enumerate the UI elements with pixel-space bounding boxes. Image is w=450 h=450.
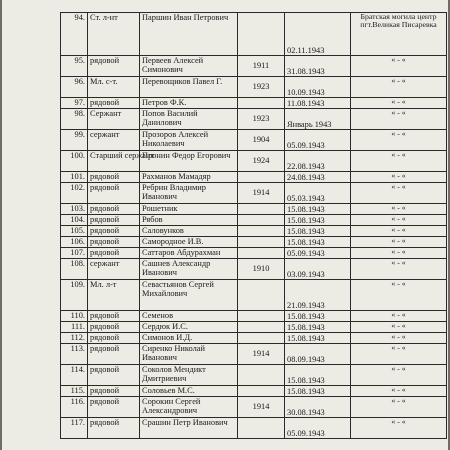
birth-year-cell — [238, 13, 285, 56]
document-page — [2, 0, 448, 450]
row-number: 110. — [61, 311, 88, 322]
table-row — [61, 77, 447, 98]
row-number: 115. — [61, 386, 88, 397]
table-row — [61, 130, 447, 151]
row-number: 107. — [61, 248, 88, 259]
burial-place-cell: « - « — [351, 397, 447, 418]
table-row — [61, 183, 447, 204]
burial-place-cell: « - « — [351, 365, 447, 386]
name-cell: Рябов — [140, 215, 238, 226]
burial-place-cell: « - « — [351, 280, 447, 311]
death-date-cell: 15.08.1943 — [285, 365, 351, 386]
row-number: 97. — [61, 98, 88, 109]
rank-cell: рядовой — [88, 237, 140, 248]
row-number: 100. — [61, 151, 88, 172]
death-date-cell: 11.08.1943 — [285, 98, 351, 109]
birth-year-cell — [238, 365, 285, 386]
table-row — [61, 311, 447, 322]
death-date-cell: 05.09.1943 — [285, 248, 351, 259]
name-cell: Ребрин Владимир Иванович — [140, 183, 238, 204]
row-number: 116. — [61, 397, 88, 418]
death-date-cell: 15.08.1943 — [285, 322, 351, 333]
birth-year-cell: 1923 — [238, 77, 285, 98]
rank-cell: рядовой — [88, 248, 140, 259]
table-row — [61, 172, 447, 183]
birth-year-cell: 1914 — [238, 183, 285, 204]
row-number: 96. — [61, 77, 88, 98]
row-number: 101. — [61, 172, 88, 183]
birth-year-cell — [238, 248, 285, 259]
name-cell: Сашнев Александр Иванович — [140, 259, 238, 280]
burial-place-cell: « - « — [351, 344, 447, 365]
birth-year-cell: 1914 — [238, 344, 285, 365]
rank-cell: рядовой — [88, 226, 140, 237]
row-number: 117. — [61, 418, 88, 439]
name-cell: Попов Василий Данилович — [140, 109, 238, 130]
table-row — [61, 333, 447, 344]
name-cell: Саттаров Абдурахман — [140, 248, 238, 259]
rank-cell: Старший сержант — [88, 151, 140, 172]
burial-place-cell: « - « — [351, 56, 447, 77]
row-number: 108. — [61, 259, 88, 280]
birth-year-cell: 1910 — [238, 259, 285, 280]
burial-place-cell: « - « — [351, 130, 447, 151]
rank-cell: рядовой — [88, 311, 140, 322]
row-number: 109. — [61, 280, 88, 311]
birth-year-cell: 1911 — [238, 56, 285, 77]
row-number: 102. — [61, 183, 88, 204]
table-row — [61, 109, 447, 130]
table-row — [61, 226, 447, 237]
death-date-cell: 31.08.1943 — [285, 56, 351, 77]
table-row — [61, 259, 447, 280]
rank-cell: рядовой — [88, 56, 140, 77]
death-date-cell: 05.09.1943 — [285, 418, 351, 439]
row-number: 103. — [61, 204, 88, 215]
burial-place-cell: « - « — [351, 311, 447, 322]
rank-cell: рядовой — [88, 215, 140, 226]
burial-place-cell: « - « — [351, 109, 447, 130]
name-cell: Первеев Алексей Симонович — [140, 56, 238, 77]
row-number: 106. — [61, 237, 88, 248]
name-cell: Рахманов Мамадяр — [140, 172, 238, 183]
row-number: 113. — [61, 344, 88, 365]
table-row — [61, 237, 447, 248]
table-row — [61, 365, 447, 386]
rank-cell: Мл. л-т — [88, 280, 140, 311]
name-cell: Саловунков — [140, 226, 238, 237]
death-date-cell: Январь 1943 — [285, 109, 351, 130]
death-date-cell: 15.08.1943 — [285, 226, 351, 237]
death-date-cell: 30.08.1943 — [285, 397, 351, 418]
row-number: 104. — [61, 215, 88, 226]
name-cell: Соловьев М.С. — [140, 386, 238, 397]
name-cell: Перевощиков Павел Г. — [140, 77, 238, 98]
rank-cell: рядовой — [88, 98, 140, 109]
death-date-cell: 21.09.1943 — [285, 280, 351, 311]
name-cell: Рошетник — [140, 204, 238, 215]
name-cell: Самородноe И.В. — [140, 237, 238, 248]
rank-cell: рядовой — [88, 418, 140, 439]
name-cell: Сиренко Николай Иванович — [140, 344, 238, 365]
death-date-cell: 22.08.1943 — [285, 151, 351, 172]
table-row — [61, 98, 447, 109]
rank-cell: рядовой — [88, 344, 140, 365]
burial-place-cell: « - « — [351, 151, 447, 172]
rank-cell: рядовой — [88, 322, 140, 333]
birth-year-cell: 1923 — [238, 109, 285, 130]
birth-year-cell — [238, 418, 285, 439]
burial-place-cell: « - « — [351, 226, 447, 237]
name-cell: Прозоров Алексей Николаевич — [140, 130, 238, 151]
burial-place-cell: « - « — [351, 322, 447, 333]
row-number: 114. — [61, 365, 88, 386]
rank-cell: рядовой — [88, 333, 140, 344]
birth-year-cell — [238, 311, 285, 322]
table-row — [61, 280, 447, 311]
birth-year-cell — [238, 172, 285, 183]
rank-cell: рядовой — [88, 183, 140, 204]
burial-place-cell: Братская могила центр пгт.Великая Писаревка — [351, 13, 447, 56]
rank-cell: рядовой — [88, 397, 140, 418]
death-date-cell: 24.08.1943 — [285, 172, 351, 183]
table-row — [61, 56, 447, 77]
name-cell: Семенов — [140, 311, 238, 322]
burial-place-cell: « - « — [351, 386, 447, 397]
birth-year-cell: 1914 — [238, 397, 285, 418]
rank-cell: Мл. с-т. — [88, 77, 140, 98]
table-row — [61, 151, 447, 172]
death-date-cell: 15.08.1943 — [285, 204, 351, 215]
row-number: 105. — [61, 226, 88, 237]
table-row — [61, 418, 447, 439]
burial-place-cell: « - « — [351, 248, 447, 259]
burial-place-cell: « - « — [351, 418, 447, 439]
birth-year-cell — [238, 226, 285, 237]
name-cell: Симонов И.Д. — [140, 333, 238, 344]
death-date-cell: 05.03.1943 — [285, 183, 351, 204]
row-number: 99. — [61, 130, 88, 151]
row-number: 112. — [61, 333, 88, 344]
table-row — [61, 215, 447, 226]
table-row — [61, 204, 447, 215]
birth-year-cell — [238, 204, 285, 215]
burial-place-cell: « - « — [351, 183, 447, 204]
birth-year-cell — [238, 386, 285, 397]
rank-cell: сержант — [88, 130, 140, 151]
burial-place-cell: « - « — [351, 259, 447, 280]
burial-place-cell: « - « — [351, 98, 447, 109]
table-row — [61, 386, 447, 397]
death-date-cell: 15.08.1943 — [285, 333, 351, 344]
table-row — [61, 344, 447, 365]
rank-cell: сержант — [88, 259, 140, 280]
name-cell: Сердюк И.С. — [140, 322, 238, 333]
birth-year-cell — [238, 333, 285, 344]
name-cell: Паршин Иван Петрович — [140, 13, 238, 56]
birth-year-cell — [238, 322, 285, 333]
table-row — [61, 322, 447, 333]
table-row — [61, 248, 447, 259]
row-number: 111. — [61, 322, 88, 333]
rank-cell: рядовой — [88, 365, 140, 386]
burial-place-cell: « - « — [351, 333, 447, 344]
name-cell: Сорокин Сергей Александрович — [140, 397, 238, 418]
name-cell: Петров Ф.К. — [140, 98, 238, 109]
burial-place-cell: « - « — [351, 172, 447, 183]
death-date-cell: 03.09.1943 — [285, 259, 351, 280]
death-date-cell: 08.09.1943 — [285, 344, 351, 365]
death-date-cell: 15.08.1943 — [285, 215, 351, 226]
name-cell: Срашин Петр Иванович — [140, 418, 238, 439]
burial-place-cell: « - « — [351, 204, 447, 215]
birth-year-cell: 1904 — [238, 130, 285, 151]
birth-year-cell — [238, 237, 285, 248]
death-date-cell: 02.11.1943 — [285, 13, 351, 56]
rank-cell: Ст. л-нт — [88, 13, 140, 56]
death-date-cell: 15.08.1943 — [285, 237, 351, 248]
name-cell: Севастьянов Сергей Михайлович — [140, 280, 238, 311]
birth-year-cell: 1924 — [238, 151, 285, 172]
death-date-cell: 15.08.1943 — [285, 311, 351, 322]
birth-year-cell — [238, 215, 285, 226]
burial-place-cell: « - « — [351, 215, 447, 226]
birth-year-cell — [238, 98, 285, 109]
row-number: 95. — [61, 56, 88, 77]
death-date-cell: 10.09.1943 — [285, 77, 351, 98]
name-cell: Пронин Федор Егорович — [140, 151, 238, 172]
name-cell: Соколов Мендикт Дмитриевич — [140, 365, 238, 386]
burial-list-table — [60, 12, 447, 439]
birth-year-cell — [238, 280, 285, 311]
row-number: 98. — [61, 109, 88, 130]
burial-place-cell: « - « — [351, 237, 447, 248]
burial-place-cell: « - « — [351, 77, 447, 98]
table-row — [61, 397, 447, 418]
rank-cell: рядовой — [88, 172, 140, 183]
death-date-cell: 05.09.1943 — [285, 130, 351, 151]
row-number: 94. — [61, 13, 88, 56]
rank-cell: Сержант — [88, 109, 140, 130]
rank-cell: рядовой — [88, 204, 140, 215]
table-row — [61, 13, 447, 56]
rank-cell: рядовой — [88, 386, 140, 397]
death-date-cell: 15.08.1943 — [285, 386, 351, 397]
